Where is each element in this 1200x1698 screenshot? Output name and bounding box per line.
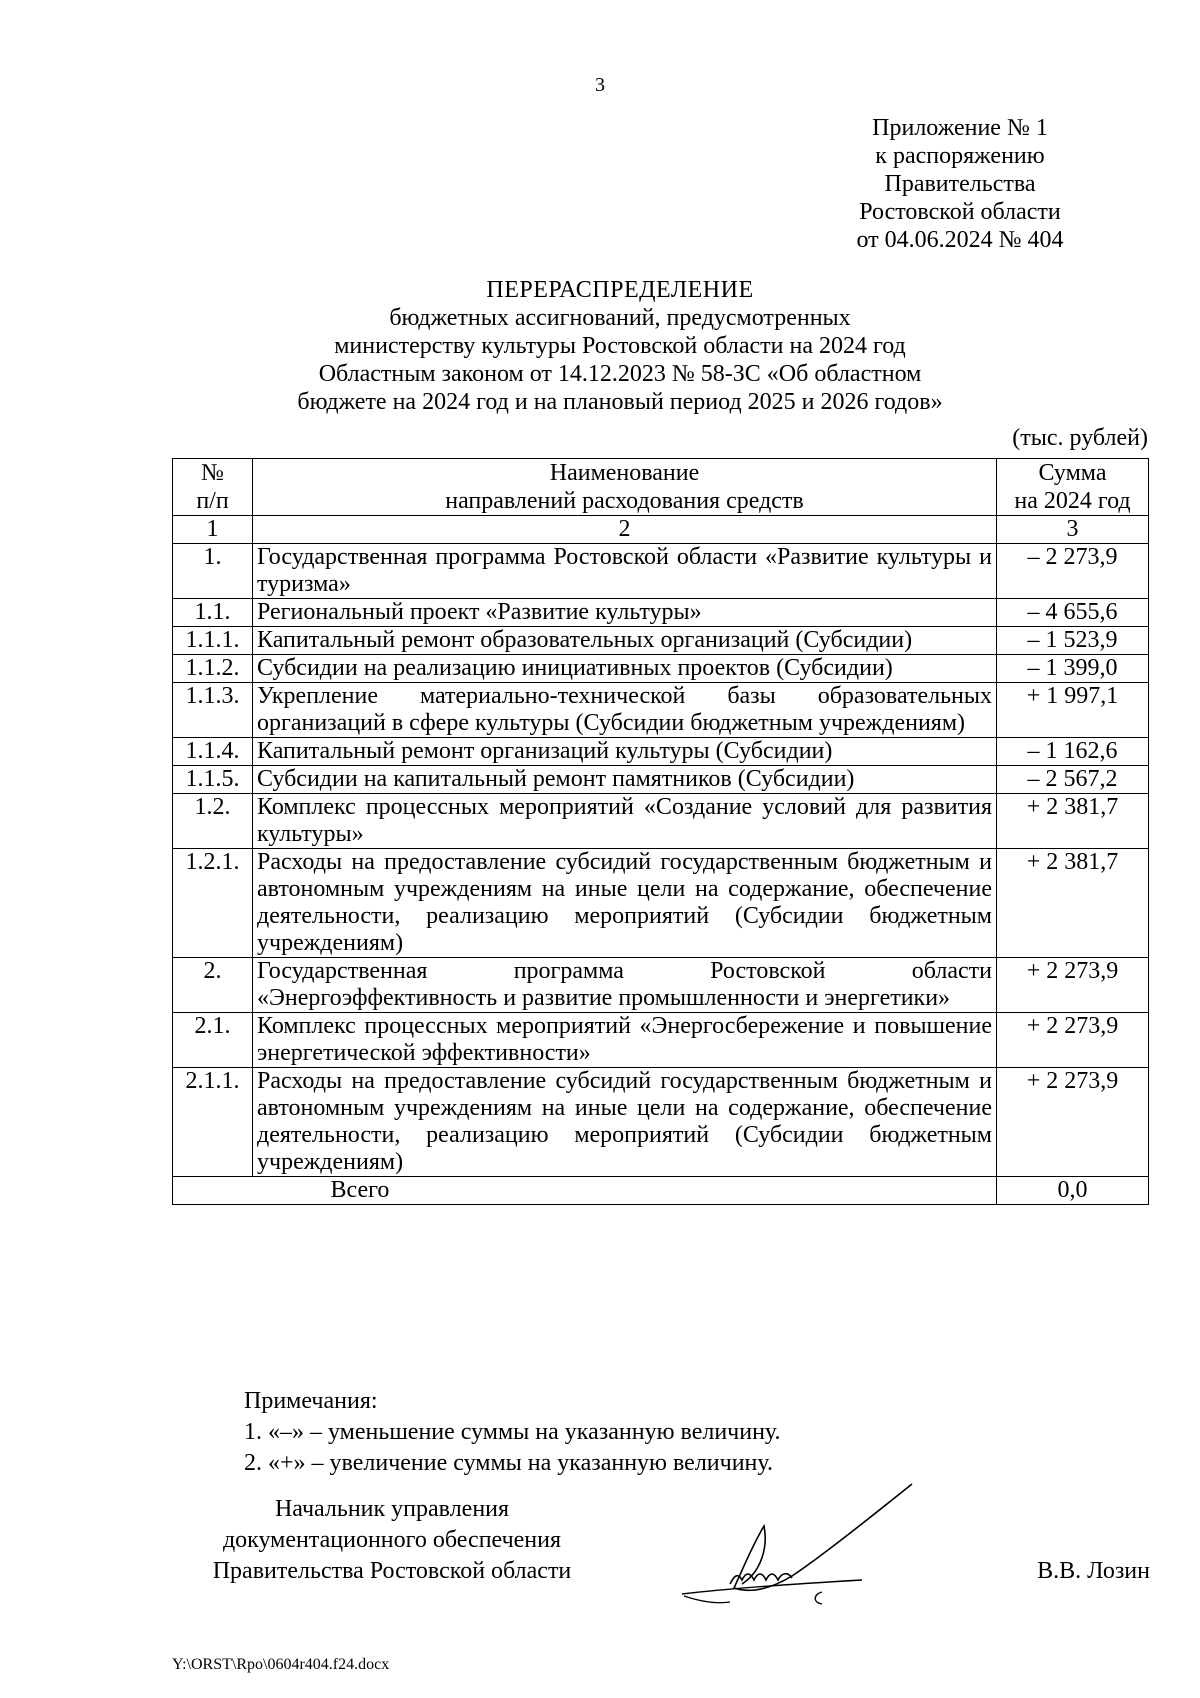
row-number: 1.2.1. bbox=[173, 849, 253, 958]
row-name: Укрепление материально-технической базы образовательных организаций в сфере культуры (Субсидии бюджетным учреждениям) bbox=[253, 683, 997, 738]
table-row bbox=[173, 794, 1149, 849]
row-sum: + 2 273,9 bbox=[997, 1068, 1149, 1177]
total-row bbox=[173, 1177, 1149, 1205]
signer-name: В.В. Лозин bbox=[1037, 1558, 1150, 1584]
header-num bbox=[173, 459, 253, 516]
row-sum: – 2 567,2 bbox=[997, 766, 1149, 794]
row-number: 1.1.1. bbox=[173, 627, 253, 655]
row-sum: – 1 523,9 bbox=[997, 627, 1149, 655]
appendix-line: Правительства bbox=[884, 171, 1036, 197]
appendix-line: к распоряжению bbox=[875, 143, 1045, 169]
page-number: 3 bbox=[595, 74, 605, 96]
table-row bbox=[173, 958, 1149, 1013]
total-label: Всего bbox=[253, 1177, 997, 1205]
appendix-line: Ростовской области bbox=[859, 199, 1061, 225]
header-sum-line1: Сумма bbox=[1038, 460, 1107, 486]
row-name: Субсидии на реализацию инициативных проектов (Субсидии) bbox=[253, 655, 997, 683]
signer-title bbox=[172, 1494, 612, 1587]
table-row bbox=[173, 655, 1149, 683]
row-name: Расходы на предоставление субсидий государственным бюджетным и автономным учреждениям на иные цели на содержание, обеспечение деятельности, реализацию мероприятий (Субсидии бюджетным учреждениям) bbox=[253, 1068, 997, 1177]
row-name: Государственная программа Ростовской области «Энергоэффективность и развитие промышленности и энергетики» bbox=[253, 958, 997, 1013]
row-number: 1.1.3. bbox=[173, 683, 253, 738]
title-line: бюджете на 2024 год и на плановый период 2025 и 2026 годов» bbox=[297, 389, 943, 415]
header-name-line1: Наименование bbox=[549, 460, 700, 486]
signer-title-line: Правительства Ростовской области bbox=[212, 1558, 572, 1584]
table-row bbox=[173, 1013, 1149, 1068]
row-name: Комплекс процессных мероприятий «Создание условий для развития культуры» bbox=[253, 794, 997, 849]
row-name: Региональный проект «Развитие культуры» bbox=[253, 599, 997, 627]
row-number: 2.1.1. bbox=[173, 1068, 253, 1177]
column-number-row bbox=[173, 516, 1149, 544]
row-number: 2. bbox=[173, 958, 253, 1013]
notes-heading: Примечания: bbox=[244, 1388, 378, 1414]
row-number: 1.1. bbox=[173, 599, 253, 627]
header-num-line2: п/п bbox=[196, 488, 229, 514]
row-name: Субсидии на капитальный ремонт памятников (Субсидии) bbox=[253, 766, 997, 794]
row-sum: + 2 381,7 bbox=[997, 849, 1149, 958]
budget-table bbox=[172, 458, 1149, 1205]
row-sum: + 2 273,9 bbox=[997, 958, 1149, 1013]
units-label: (тыс. рублей) bbox=[1012, 425, 1148, 451]
table-row bbox=[173, 683, 1149, 738]
appendix-line: Приложение № 1 bbox=[872, 115, 1048, 141]
column-number: 1 bbox=[173, 516, 253, 544]
row-name: Капитальный ремонт организаций культуры (Субсидии) bbox=[253, 738, 997, 766]
row-number: 1.2. bbox=[173, 794, 253, 849]
header-sum bbox=[997, 459, 1149, 516]
table-row bbox=[173, 599, 1149, 627]
row-name: Государственная программа Ростовской области «Развитие культуры и туризма» bbox=[253, 544, 997, 599]
row-sum: – 2 273,9 bbox=[997, 544, 1149, 599]
row-sum: + 2 273,9 bbox=[997, 1013, 1149, 1068]
document-title bbox=[190, 276, 1050, 416]
row-sum: – 4 655,6 bbox=[997, 599, 1149, 627]
note-item: 1. «–» – уменьшение суммы на указанную величину. bbox=[244, 1419, 781, 1445]
title-line: министерству культуры Ростовской области на 2024 год bbox=[334, 333, 906, 359]
file-path: Y:\ORST\Rpo\0604r404.f24.docx bbox=[172, 1656, 390, 1673]
row-sum: – 1 162,6 bbox=[997, 738, 1149, 766]
column-number: 2 bbox=[253, 516, 997, 544]
row-sum: + 1 997,1 bbox=[997, 683, 1149, 738]
table-row bbox=[173, 1068, 1149, 1177]
signature-image bbox=[672, 1476, 932, 1606]
row-number: 1.1.2. bbox=[173, 655, 253, 683]
row-name: Капитальный ремонт образовательных организаций (Субсидии) bbox=[253, 627, 997, 655]
row-sum: + 2 381,7 bbox=[997, 794, 1149, 849]
row-name: Комплекс процессных мероприятий «Энергосбережение и повышение энергетической эффективности» bbox=[253, 1013, 997, 1068]
total-sum: 0,0 bbox=[997, 1177, 1149, 1205]
row-number: 1.1.4. bbox=[173, 738, 253, 766]
row-number: 2.1. bbox=[173, 1013, 253, 1068]
header-name bbox=[253, 459, 997, 516]
table-row bbox=[173, 738, 1149, 766]
total-empty-cell bbox=[173, 1177, 253, 1205]
title-line: бюджетных ассигнований, предусмотренных bbox=[389, 305, 851, 331]
table-row bbox=[173, 766, 1149, 794]
table-header-row bbox=[173, 459, 1149, 516]
header-name-line2: направлений расходования средств bbox=[445, 488, 804, 514]
header-sum-line2: на 2024 год bbox=[1014, 488, 1131, 514]
note-item: 2. «+» – увеличение суммы на указанную величину. bbox=[244, 1450, 773, 1476]
signer-title-line: документационного обеспечения bbox=[222, 1527, 562, 1553]
notes bbox=[244, 1386, 781, 1479]
header-num-line1: № bbox=[201, 460, 224, 486]
row-sum: – 1 399,0 bbox=[997, 655, 1149, 683]
row-number: 1.1.5. bbox=[173, 766, 253, 794]
appendix-line: от 04.06.2024 № 404 bbox=[856, 227, 1064, 253]
appendix-header bbox=[820, 114, 1100, 254]
title-main: ПЕРЕРАСПРЕДЕЛЕНИЕ bbox=[486, 277, 754, 303]
row-number: 1. bbox=[173, 544, 253, 599]
column-number: 3 bbox=[997, 516, 1149, 544]
title-line: Областным законом от 14.12.2023 № 58-ЗС «Об областном bbox=[318, 361, 922, 387]
table-row bbox=[173, 627, 1149, 655]
table-row bbox=[173, 544, 1149, 599]
table-row bbox=[173, 849, 1149, 958]
row-name: Расходы на предоставление субсидий государственным бюджетным и автономным учреждениям на иные цели на содержание, обеспечение деятельности, реализацию мероприятий (Субсидии бюджетным учреждениям) bbox=[253, 849, 997, 958]
signer-title-line: Начальник управления bbox=[274, 1496, 510, 1522]
